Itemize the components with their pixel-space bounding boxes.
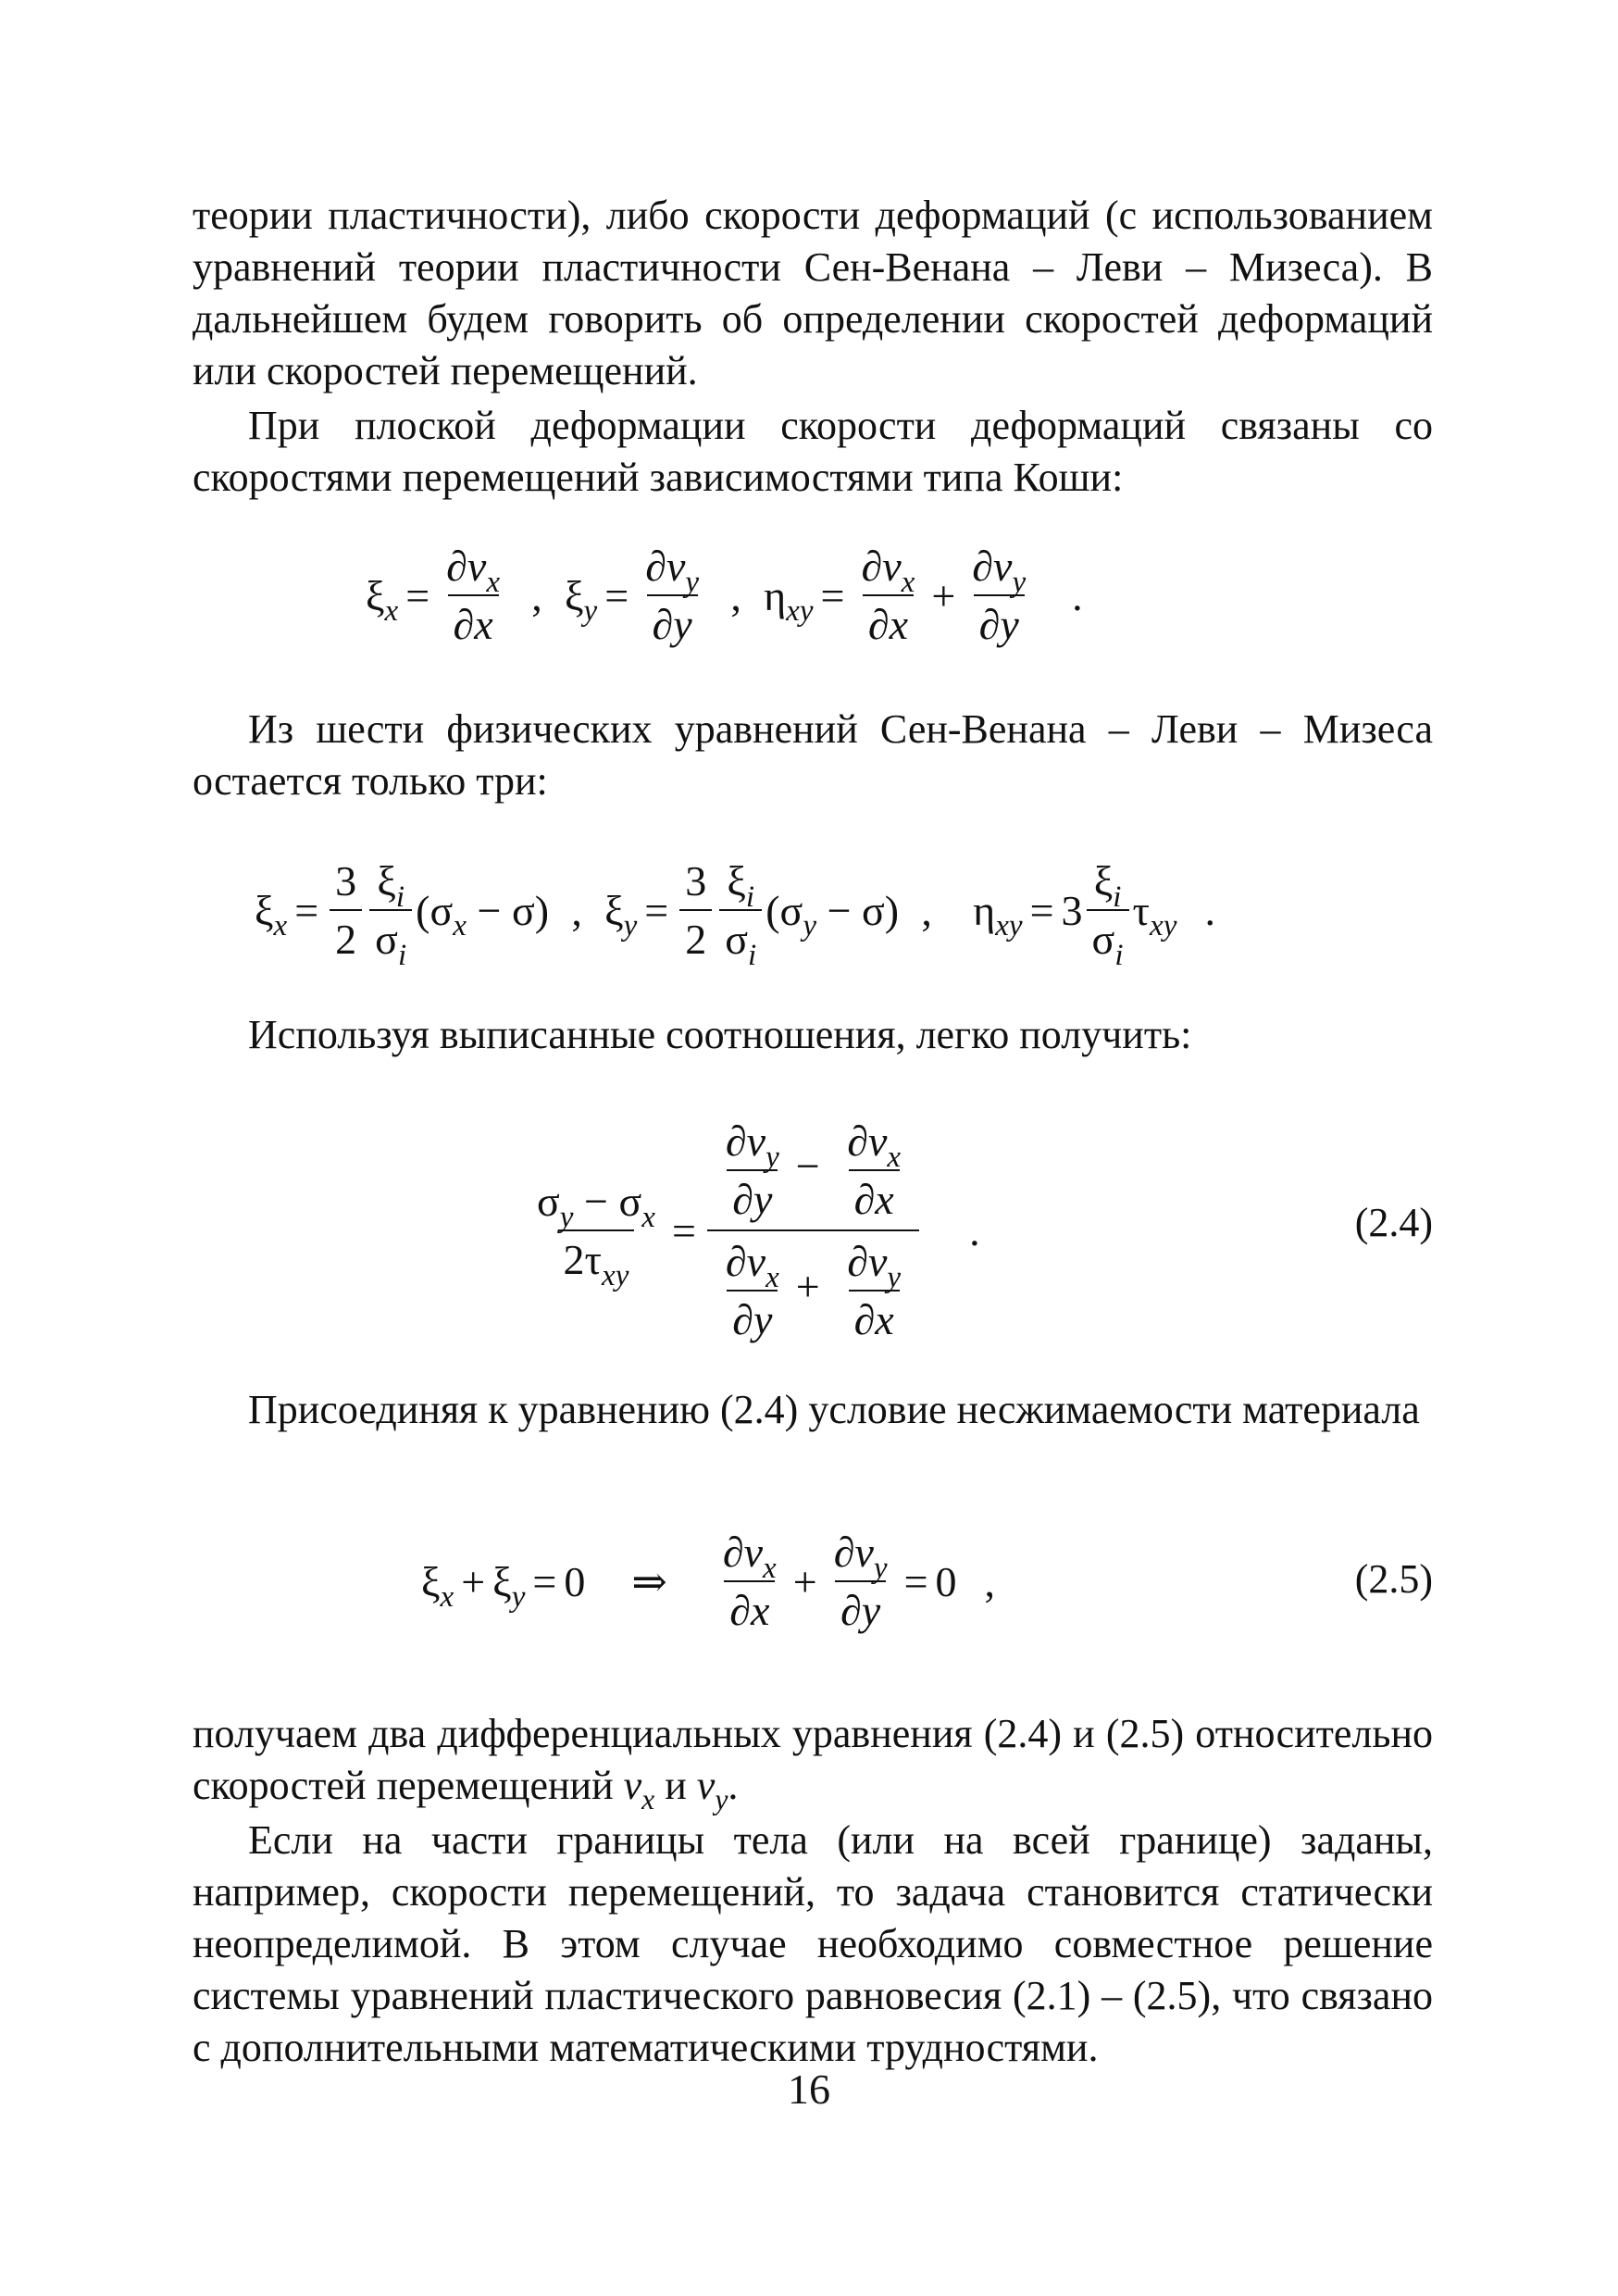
paragraph-6-text: получаем два дифференциальных уравнения (2.4) и (2.5) относительно скоростей перемещений xyxy=(193,1711,1433,1808)
equation-number-2-4: (2.4) xyxy=(1354,1200,1433,1245)
equation-2-5: $\xi_x$ + $\xi_y$ = 0 ⇒ $\frac{\partial v_x}{\partial x}$ + $\frac{\partial v_y}{\partial y}$ = 0 , xyxy=(421,1529,996,1634)
equation-levy-mises: $\xi_x$ = $\frac{3}{2}$ $\frac{\xi_i}{\sigma_i}$ $(\sigma_x - \sigma)$ , $\xi_y$ = $\frac{3}{2}$ $\frac{\xi_i}{\sigma_i}$ $(\sigma_y - \sigma)$ , $\eta_{xy}$ = 3 $\frac{\xi_i}{\sigma_i}$ $\tau_{xy}$ . xyxy=(255,857,1215,972)
paragraph-4: Используя выписанные соотношения, легко получить: xyxy=(248,1012,1192,1057)
equation-number-2-5: (2.5) xyxy=(1354,1556,1433,1602)
paragraph-1: теории пластичности), либо скорости деформаций (с использованием уравнений теории пластичности Сен-Венана – Леви – Мизеса). В дальнейшем будем говорить об определении скоростей деформаций или скоростей перемещений. xyxy=(193,193,1433,393)
paragraph-6: получаем два дифференциальных уравнения (2.4) и (2.5) относительно скоростей перемещений $v_x$ и $v_y$. xyxy=(193,1711,1433,1816)
page-number: 16 xyxy=(788,2065,830,2113)
paragraph-2: При плоской деформации скорости деформаций связаны со скоростями перемещений зависимостями типа Коши: xyxy=(193,403,1433,500)
symbol-vx: $v_x$ xyxy=(623,1763,655,1816)
symbol-vy: $v_y$ xyxy=(696,1763,728,1816)
equation-cauchy: $\xi_x$ = $\frac{\partial v_x}{\partial x}$ , $\xi_y$ = $\frac{\partial v_y}{\partial y}$ , $\eta_{xy}$ = $\frac{\partial v_x}{\partial x}$ + $\frac{\partial v_y}{\partial y}$ . xyxy=(366,543,1083,648)
equation-2-4: $\frac{\sigma_y - \sigma_x}{2\tau_{xy}}$ = $\frac{\partial v_y}{\partial y}$ − $\frac{\partial v_x}{\partial x}$ $\frac{\partial v_x}{\partial y}$ + $\frac{\partial v_y}{\partial x}$ . xyxy=(528,1111,980,1350)
paragraph-6-and: и xyxy=(665,1763,687,1808)
paragraph-3: Из шести физических уравнений Сен-Венана – Леви – Мизеса остается только три: xyxy=(193,706,1433,804)
paragraph-5: Присоединяя к уравнению (2.4) условие несжимаемости материала xyxy=(248,1387,1420,1432)
paragraph-7: Если на части границы тела (или на всей границе) заданы, например, скорости перемещений, то задача становится статически неопределимой. В этом случае необходимо совместное решение системы уравнений пластического равновесия (2.1) – (2.5), что связано с дополнительными математическими трудностями. xyxy=(193,1817,1433,2070)
